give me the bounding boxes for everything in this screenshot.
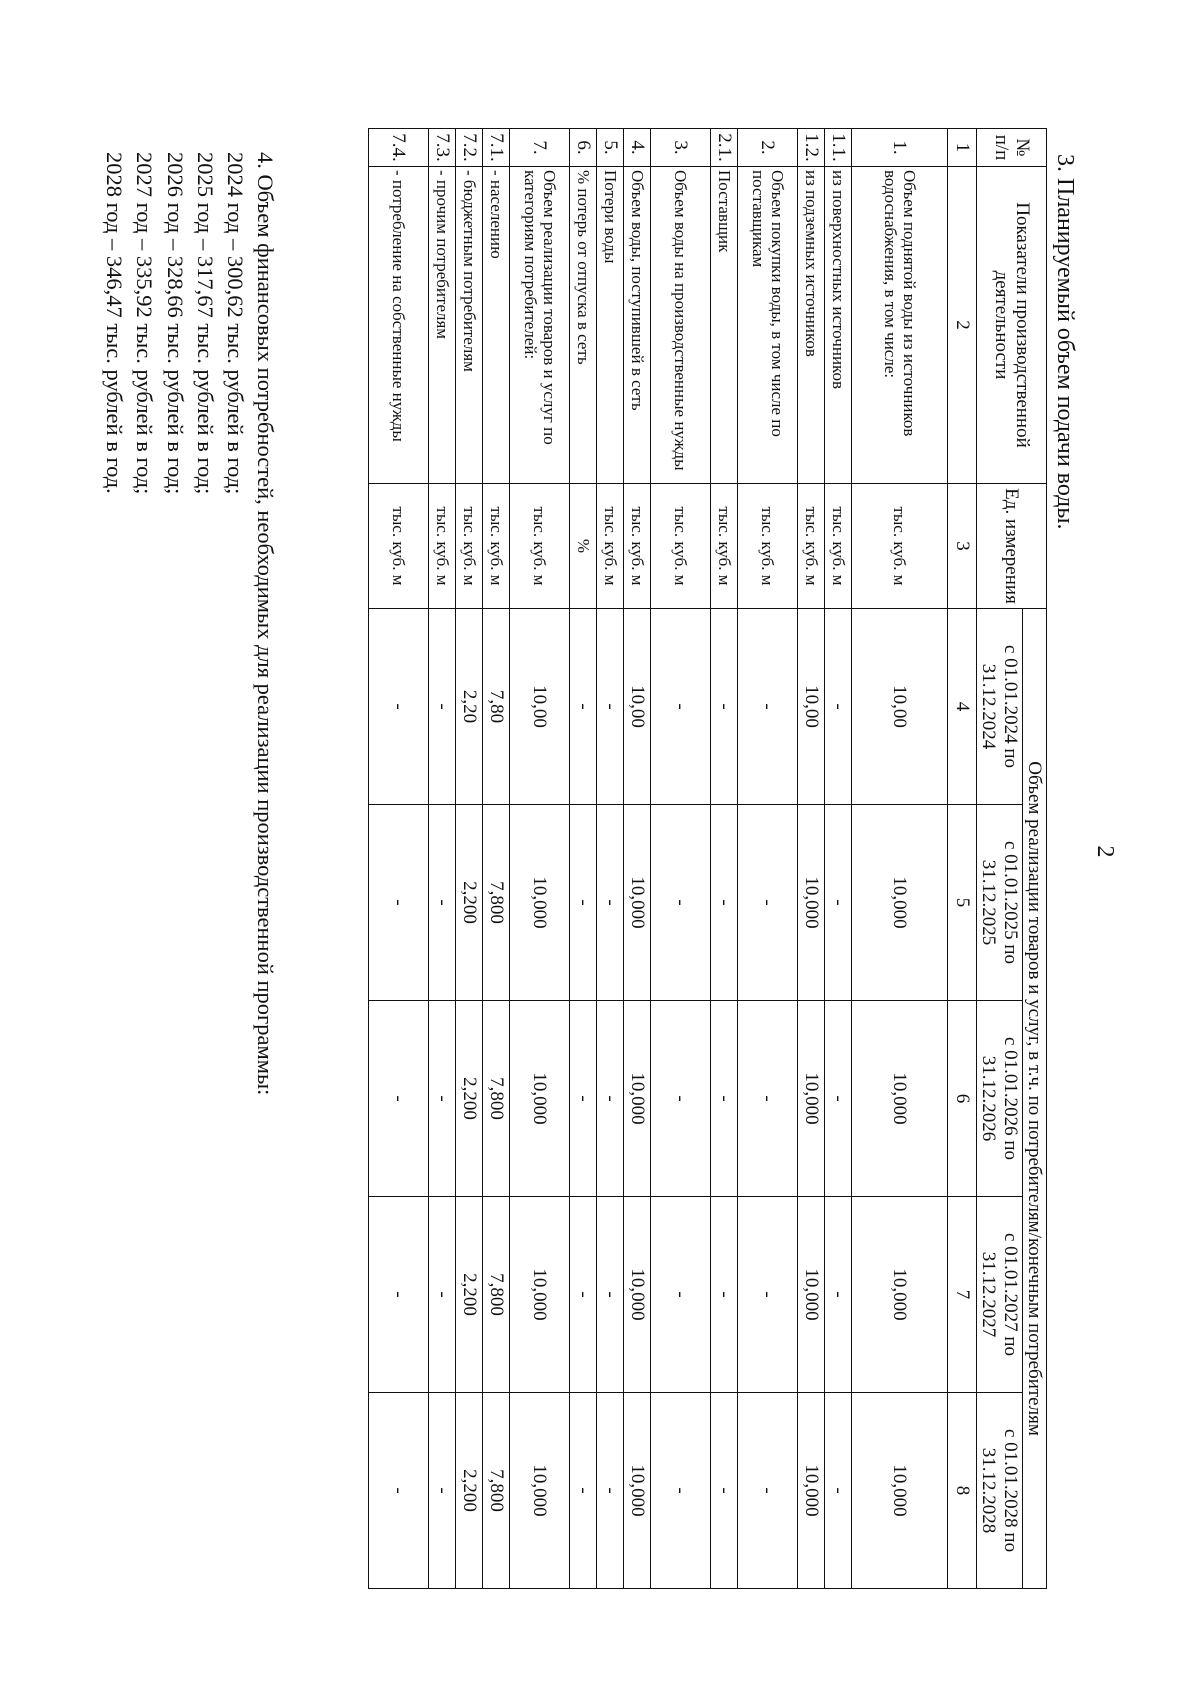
column-number: 7 <box>948 1197 977 1393</box>
row-indicator: Поставщик <box>711 167 738 484</box>
row-value: - <box>369 1001 429 1197</box>
row-number: 2. <box>738 129 798 167</box>
row-value: 10,000 <box>798 805 825 1001</box>
row-value: 10,000 <box>510 1393 570 1589</box>
column-number: 5 <box>948 805 977 1001</box>
row-value: 10,000 <box>510 1001 570 1197</box>
header-unit: Ед. измерения <box>977 484 1047 609</box>
row-value: - <box>711 805 738 1001</box>
row-value: 10,000 <box>852 1197 948 1393</box>
column-number: 8 <box>948 1393 977 1589</box>
row-value: - <box>651 805 711 1001</box>
row-value: - <box>738 1393 798 1589</box>
row-indicator: - населению <box>483 167 510 484</box>
row-indicator: из поверхностных источников <box>825 167 852 484</box>
row-unit: тыс. куб. м <box>369 484 429 609</box>
row-value: - <box>738 1197 798 1393</box>
row-unit: тыс. куб. м <box>651 484 711 609</box>
row-value: - <box>711 1001 738 1197</box>
row-value: - <box>651 1197 711 1393</box>
header-column-numbers <box>948 129 977 1589</box>
row-value: - <box>825 1001 852 1197</box>
header-period: с 01.01.2027 по 31.12.2027 <box>977 1197 1023 1393</box>
row-value: 7,800 <box>483 1393 510 1589</box>
row-value: 10,000 <box>852 1393 948 1589</box>
column-number: 1 <box>948 129 977 167</box>
row-indicator: Потери воды <box>597 167 624 484</box>
finance-title: 4. Объем финансовых потребностей, необходимых для реализации производственной программы: <box>253 152 278 1096</box>
table-row <box>825 129 852 1589</box>
row-unit: тыс. куб. м <box>624 484 651 609</box>
table-row <box>738 129 798 1589</box>
row-value: - <box>825 1393 852 1589</box>
row-number: 7. <box>510 129 570 167</box>
row-unit: тыс. куб. м <box>711 484 738 609</box>
row-value: 10,000 <box>624 1197 651 1393</box>
row-unit: тыс. куб. м <box>798 484 825 609</box>
header-period: с 01.01.2024 по 31.12.2024 <box>977 609 1023 805</box>
header-period: с 01.01.2028 по 31.12.2028 <box>977 1393 1023 1589</box>
header-period: с 01.01.2025 по 31.12.2025 <box>977 805 1023 1001</box>
row-value: - <box>369 805 429 1001</box>
section-title: 3. Планируемый объем подачи воды. <box>1052 154 1078 530</box>
row-value: - <box>711 1197 738 1393</box>
row-value: - <box>369 1197 429 1393</box>
row-indicator: - потребление на собственные нужды <box>369 167 429 484</box>
row-value: - <box>711 1393 738 1589</box>
finance-lines <box>99 152 250 1095</box>
row-value: - <box>429 805 456 1001</box>
page-number: 2 <box>1092 845 1118 858</box>
row-value: 10,00 <box>624 609 651 805</box>
row-value: - <box>738 609 798 805</box>
row-value: - <box>570 609 597 805</box>
finance-line: 2028 год – 346,47 тыс. рублей в год. <box>102 152 128 494</box>
water-supply-table-grid <box>368 128 1047 1589</box>
header-period: с 01.01.2026 по 31.12.2026 <box>977 1001 1023 1197</box>
row-value: 7,800 <box>483 1001 510 1197</box>
row-value: - <box>738 805 798 1001</box>
row-value: 7,80 <box>483 609 510 805</box>
row-value: - <box>570 805 597 1001</box>
row-unit: тыс. куб. м <box>456 484 483 609</box>
column-number: 4 <box>948 609 977 805</box>
row-value: 2,200 <box>456 1197 483 1393</box>
table-row <box>570 129 597 1589</box>
table-row <box>369 129 429 1589</box>
row-indicator: Объем воды, поступившей в сеть <box>624 167 651 484</box>
row-value: 10,000 <box>624 1393 651 1589</box>
row-number: 7.3. <box>429 129 456 167</box>
finance-section <box>99 152 280 1095</box>
row-value: 10,000 <box>624 1001 651 1197</box>
table-row <box>798 129 825 1589</box>
row-value: 7,800 <box>483 1197 510 1393</box>
row-number: 3. <box>651 129 711 167</box>
row-unit: тыс. куб. м <box>738 484 798 609</box>
row-indicator: Объем поднятой воды из источников водоснабжения, в том числе: <box>852 167 948 484</box>
finance-line: 2024 год – 300,62 тыс. рублей в год; <box>222 152 248 495</box>
row-number: 6. <box>570 129 597 167</box>
row-value: 10,000 <box>798 1393 825 1589</box>
row-indicator: Объем покупки воды, в том числе по поставщикам <box>738 167 798 484</box>
row-value: - <box>369 609 429 805</box>
row-value: - <box>570 1001 597 1197</box>
row-indicator: Объем воды на производственные нужды <box>651 167 711 484</box>
row-value: - <box>825 805 852 1001</box>
row-value: - <box>597 1197 624 1393</box>
row-value: - <box>651 1393 711 1589</box>
table-row <box>651 129 711 1589</box>
row-value: - <box>597 609 624 805</box>
row-value: 10,000 <box>798 1197 825 1393</box>
column-number: 2 <box>948 167 977 484</box>
row-value: 2,20 <box>456 609 483 805</box>
row-value: 10,000 <box>510 1197 570 1393</box>
row-unit: тыс. куб. м <box>429 484 456 609</box>
row-indicator: - прочим потребителям <box>429 167 456 484</box>
row-value: 2,200 <box>456 805 483 1001</box>
finance-line: 2025 год – 317,67 тыс. рублей в год; <box>192 152 218 495</box>
table-row <box>624 129 651 1589</box>
row-number: 1.1. <box>825 129 852 167</box>
finance-line: 2026 год – 328,66 тыс. рублей в год; <box>162 152 188 495</box>
table-row <box>852 129 948 1589</box>
row-unit: % <box>570 484 597 609</box>
row-number: 1.2. <box>798 129 825 167</box>
row-value: - <box>597 1001 624 1197</box>
row-unit: тыс. куб. м <box>597 484 624 609</box>
row-value: - <box>825 1197 852 1393</box>
row-indicator: из подземных источников <box>798 167 825 484</box>
row-value: - <box>651 1001 711 1197</box>
row-value: - <box>429 1197 456 1393</box>
row-indicator: - бюджетным потребителям <box>456 167 483 484</box>
row-value: 10,000 <box>510 805 570 1001</box>
row-value: 10,00 <box>798 609 825 805</box>
table-row <box>510 129 570 1589</box>
row-value: - <box>738 1001 798 1197</box>
row-unit: тыс. куб. м <box>483 484 510 609</box>
row-value: - <box>711 609 738 805</box>
table-row <box>456 129 483 1589</box>
table-row <box>483 129 510 1589</box>
row-value: - <box>570 1393 597 1589</box>
table-row <box>711 129 738 1589</box>
row-indicator: % потерь от отпуска в сеть <box>570 167 597 484</box>
row-value: - <box>651 609 711 805</box>
row-number: 7.4. <box>369 129 429 167</box>
header-num: № п/п <box>977 129 1047 167</box>
row-value: 10,00 <box>852 609 948 805</box>
row-value: - <box>825 609 852 805</box>
row-value: 10,000 <box>852 1001 948 1197</box>
row-value: 10,000 <box>852 805 948 1001</box>
row-number: 1. <box>852 129 948 167</box>
row-number: 7.2. <box>456 129 483 167</box>
row-value: 10,000 <box>624 805 651 1001</box>
header-indicator: Показатели производственной деятельности <box>977 167 1047 484</box>
column-number: 3 <box>948 484 977 609</box>
row-value: - <box>429 1001 456 1197</box>
row-value: 2,200 <box>456 1001 483 1197</box>
row-unit: тыс. куб. м <box>852 484 948 609</box>
row-value: 10,000 <box>798 1001 825 1197</box>
row-indicator: Объем реализации товаров и услуг по категориям потребителей: <box>510 167 570 484</box>
row-value: 7,800 <box>483 805 510 1001</box>
row-unit: тыс. куб. м <box>825 484 852 609</box>
column-number: 6 <box>948 1001 977 1197</box>
row-value: - <box>597 1393 624 1589</box>
row-value: - <box>570 1197 597 1393</box>
water-supply-table <box>368 128 1047 1588</box>
table-row <box>597 129 624 1589</box>
row-unit: тыс. куб. м <box>510 484 570 609</box>
header-volume-group: Объем реализации товаров и услуг, в т.ч. по потребителям/конечным потребителям <box>1022 609 1046 1589</box>
row-value: - <box>597 805 624 1001</box>
table-body <box>369 129 948 1589</box>
row-value: 10,00 <box>510 609 570 805</box>
row-value: - <box>429 1393 456 1589</box>
row-number: 5. <box>597 129 624 167</box>
row-number: 7.1. <box>483 129 510 167</box>
row-value: - <box>369 1393 429 1589</box>
row-number: 2.1. <box>711 129 738 167</box>
table-header <box>948 129 1047 1589</box>
row-value: 2,200 <box>456 1393 483 1589</box>
table-row <box>429 129 456 1589</box>
finance-line: 2027 год – 335,92 тыс. рублей в год; <box>132 152 158 495</box>
row-number: 4. <box>624 129 651 167</box>
row-value: - <box>429 609 456 805</box>
